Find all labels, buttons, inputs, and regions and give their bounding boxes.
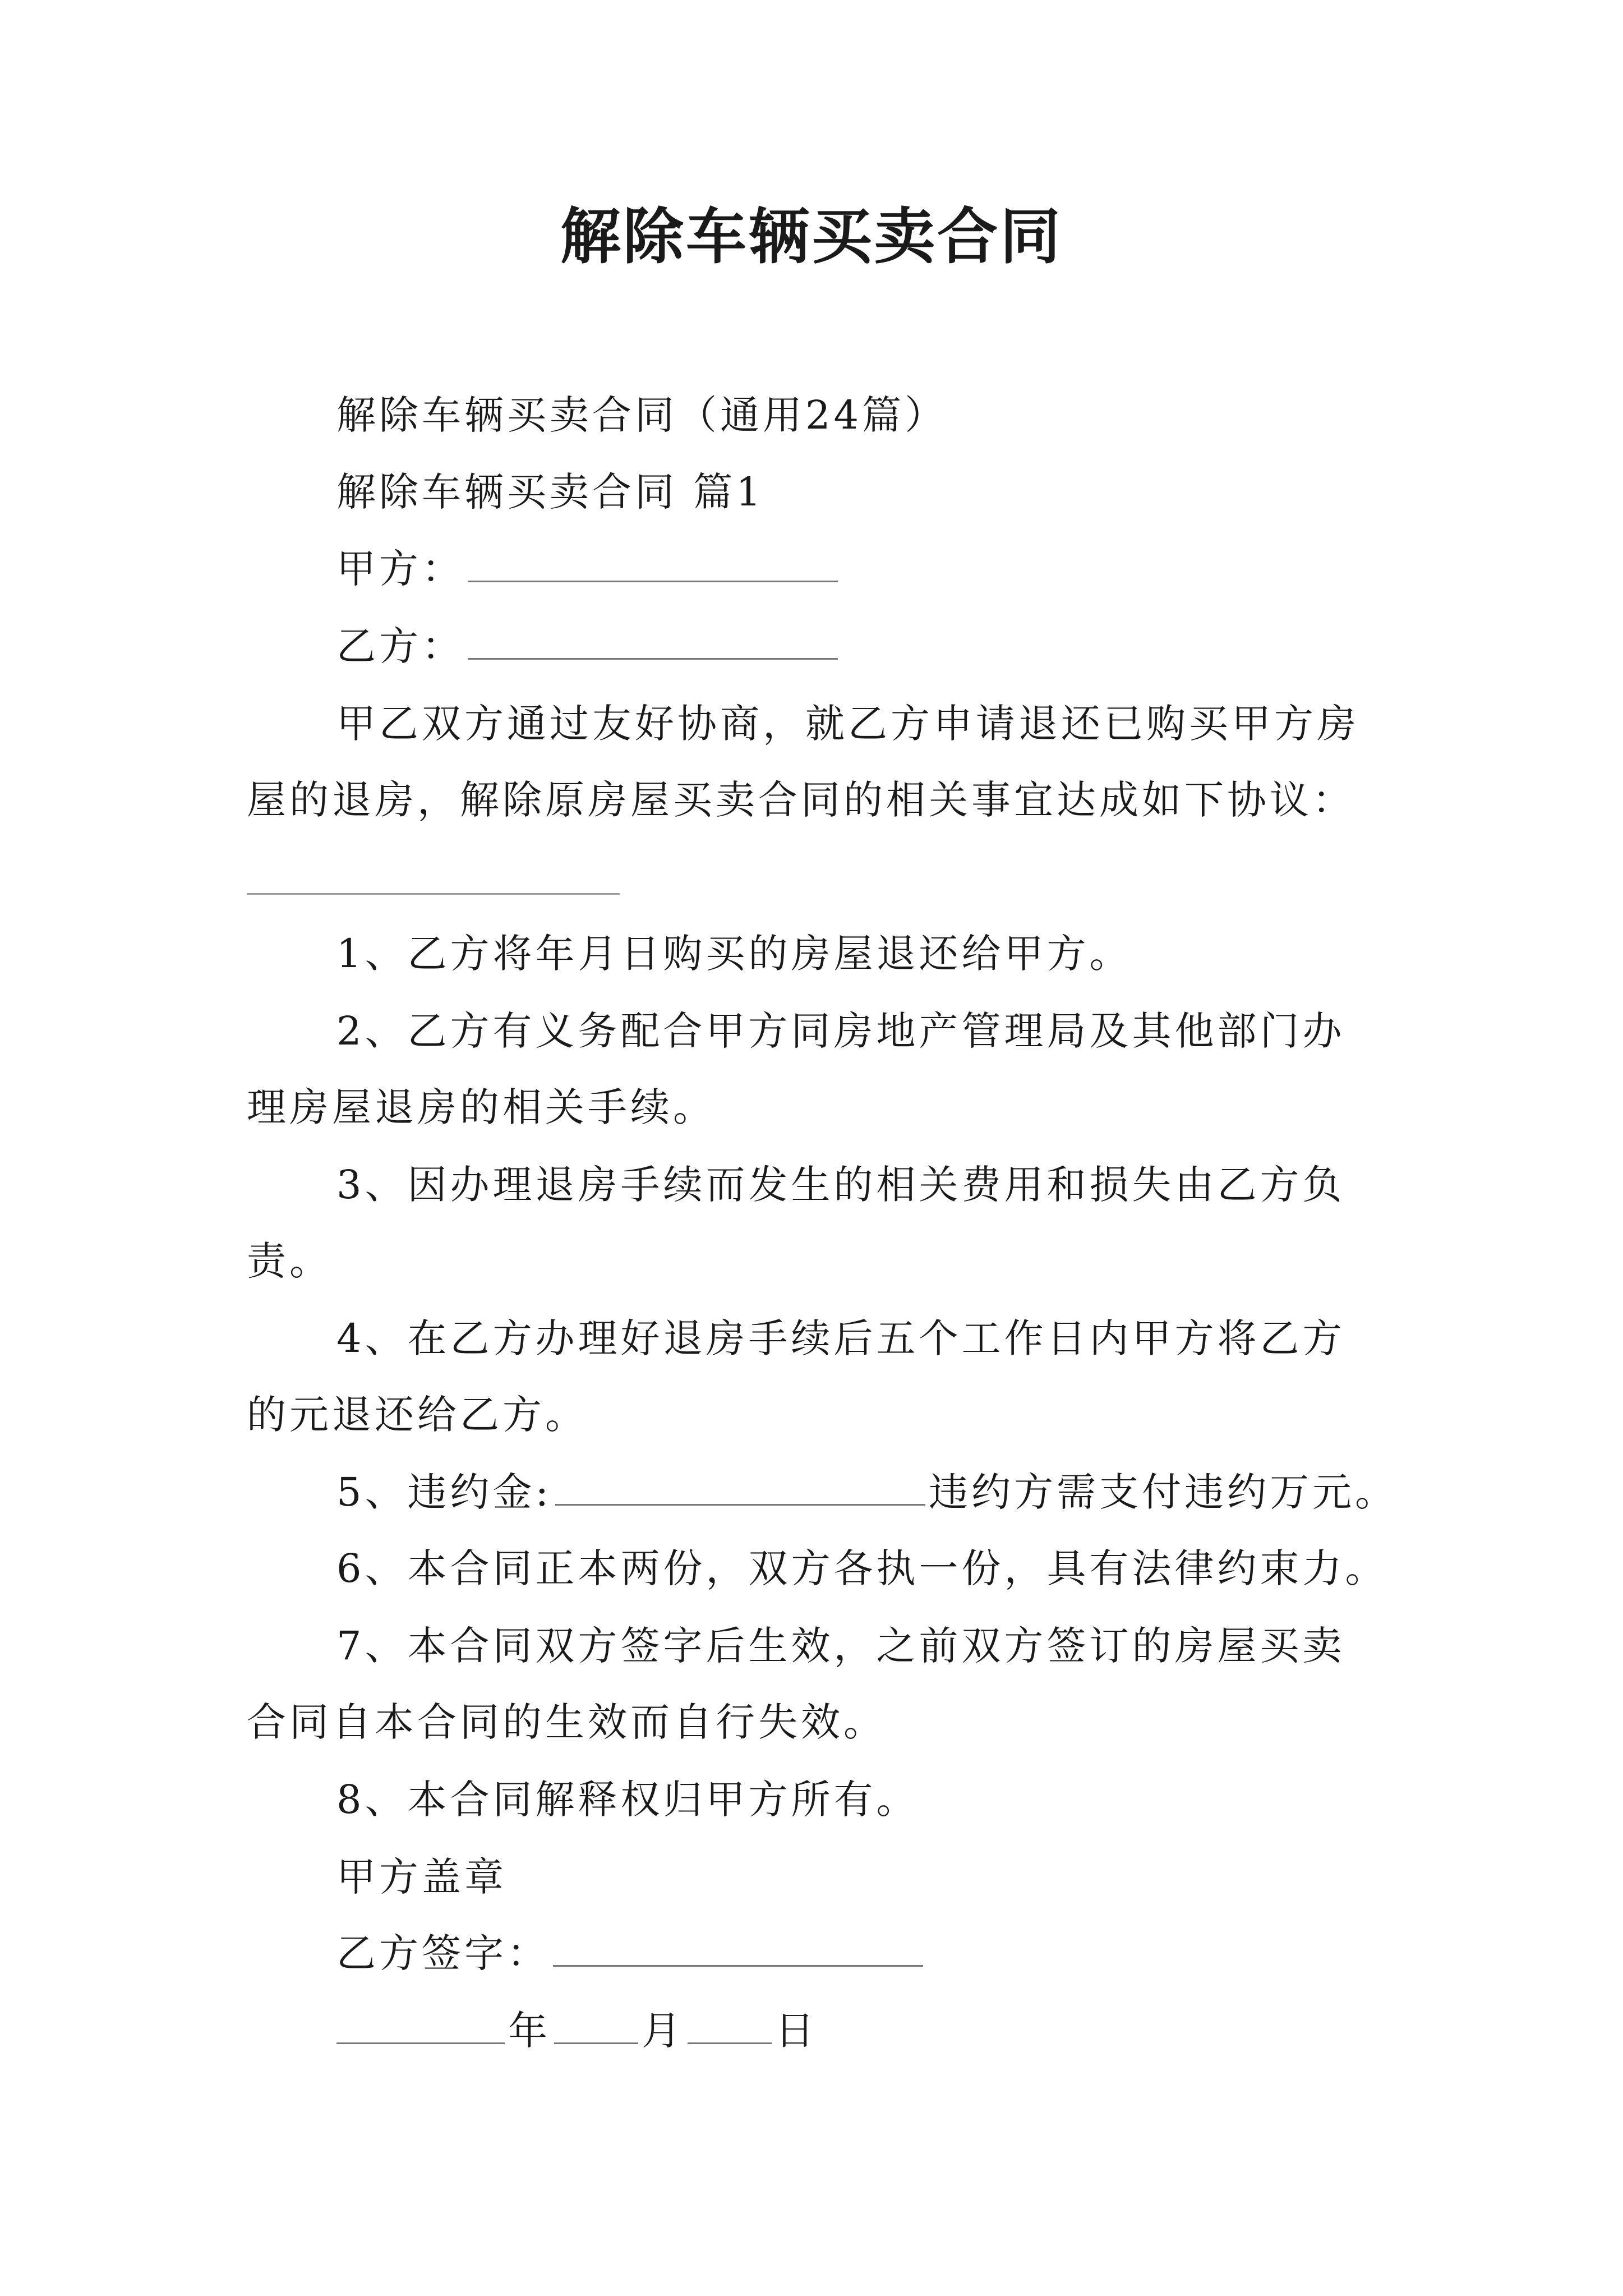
clause-1: 1、乙方将年月日购买的房屋退还给甲方。 bbox=[336, 931, 1132, 977]
clause-5-tail: 违约方需支付违约万元。 bbox=[929, 1469, 1398, 1515]
section-heading: 解除车辆买卖合同 篇1 bbox=[336, 469, 764, 515]
intro-paragraph-line2: 屋的退房，解除原房屋买卖合同的相关事宜达成如下协议： bbox=[247, 777, 1355, 823]
date-line bbox=[336, 2003, 818, 2059]
clause-2-line2: 理房屋退房的相关手续。 bbox=[247, 1084, 716, 1130]
party-b-line bbox=[336, 618, 841, 674]
clause-2-line1: 2、乙方有义务配合甲方同房地产管理局及其他部门办 bbox=[336, 1008, 1345, 1054]
party-b-signature-line bbox=[336, 1925, 926, 1981]
party-b-label: 乙方： bbox=[336, 623, 464, 669]
clause-5 bbox=[336, 1464, 1398, 1520]
intro-paragraph-line1: 甲乙双方通过友好协商，就乙方申请退还已购买甲方房 bbox=[336, 701, 1359, 747]
clause-8: 8、本合同解释权归甲方所有。 bbox=[336, 1777, 919, 1823]
party-b-blank[interactable] bbox=[468, 623, 838, 660]
document-title: 解除车辆买卖合同 bbox=[560, 201, 1063, 272]
clause-3-line1: 3、因办理退房手续而发生的相关费用和损失由乙方负 bbox=[336, 1162, 1345, 1208]
month-blank[interactable] bbox=[554, 2008, 638, 2044]
date-day-label: 日 bbox=[775, 2008, 818, 2054]
year-blank[interactable] bbox=[336, 2008, 505, 2044]
blank-rule-line[interactable] bbox=[247, 893, 620, 895]
party-a-line bbox=[336, 541, 841, 597]
clause-4-line1: 4、在乙方办理好退房手续后五个工作日内甲方将乙方 bbox=[336, 1315, 1345, 1361]
document-subtitle: 解除车辆买卖合同（通用24篇） bbox=[336, 392, 948, 438]
day-blank[interactable] bbox=[688, 2008, 772, 2044]
party-b-sign-label: 乙方签字： bbox=[336, 1930, 550, 1976]
date-month-label: 月 bbox=[642, 2008, 684, 2054]
party-a-label: 甲方： bbox=[336, 546, 464, 592]
party-a-blank[interactable] bbox=[468, 546, 838, 582]
party-b-signature-blank[interactable] bbox=[553, 1930, 923, 1967]
party-a-seal: 甲方盖章 bbox=[336, 1854, 507, 1900]
clause-6: 6、本合同正本两份，双方各执一份，具有法律约束力。 bbox=[336, 1545, 1388, 1591]
clause-7-line2: 合同自本合同的生效而自行失效。 bbox=[247, 1699, 886, 1745]
penalty-blank[interactable] bbox=[555, 1469, 925, 1506]
clause-5-label: 5、违约金: bbox=[336, 1469, 552, 1515]
clause-7-line1: 7、本合同双方签字后生效，之前双方签订的房屋买卖 bbox=[336, 1623, 1345, 1669]
clause-3-line2: 责。 bbox=[247, 1238, 332, 1284]
clause-4-line2: 的元退还给乙方。 bbox=[247, 1392, 588, 1438]
date-year-label: 年 bbox=[508, 2008, 551, 2054]
